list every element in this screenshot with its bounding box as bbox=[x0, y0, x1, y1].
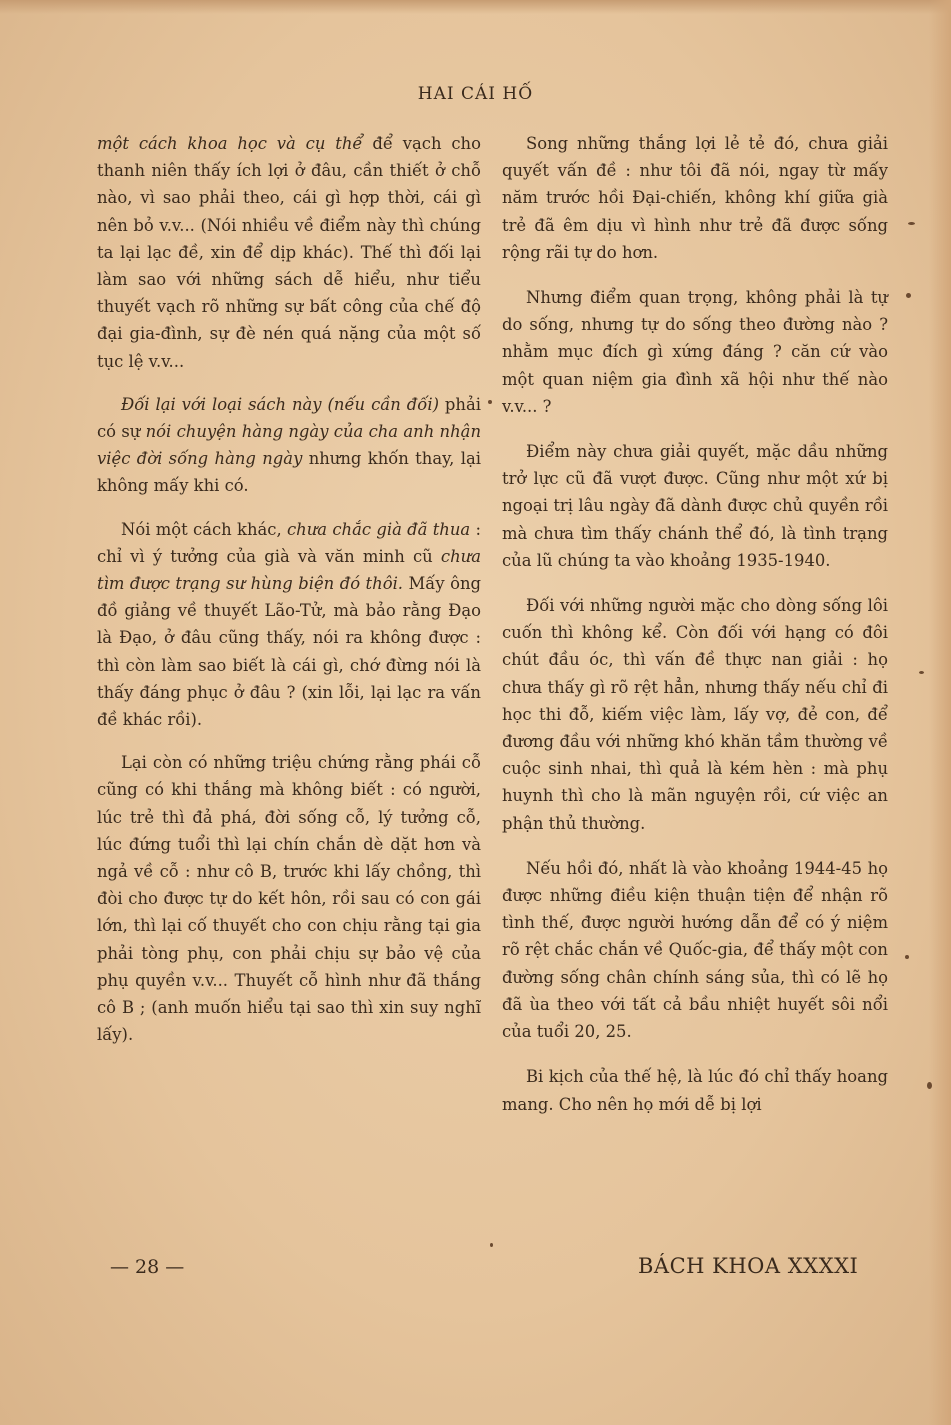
italic-phrase: một cách khoa học và cụ thể bbox=[97, 134, 363, 153]
paragraph-text: Nói một cách khác, bbox=[121, 519, 287, 539]
paragraph: Lại còn có những triệu chứng rằng phái cỗ cũng có khi thắng mà không biết : có người, lúc trẻ thì đả phá, đời sống cỗ, lý tưởng cỗ, lúc đứng tuổi thì lại chín chắn dè dặt hơn và ngả về cỗ : như cô B, trước khi lấy chồng, thì đòi cho được tự do kết hôn, rồi sau có con gái lớn, thì lại cố thuyết cho con chịu rằng tại gia phải tòng phụ, con phải chịu sự bảo vệ của phụ quyền v.v... Thuyết cỗ hình như đã thắng cô B ; (anh muốn hiểu tại sao thì xin suy nghĩ lấy). bbox=[97, 753, 481, 1045]
page-number: — 28 — bbox=[110, 1256, 185, 1278]
paragraph: Song những thắng lợi lẻ tẻ đó, chưa giải quyết vấn đề : như tôi đã nói, ngay từ mấy năm trước hồi Đại-chiến, không khí giữa già trẻ đã êm dịu vì hình như trẻ đã được sống rộng rãi tự do hơn. bbox=[502, 134, 888, 262]
left-column bbox=[97, 130, 481, 1065]
page-edge-shadow-right bbox=[929, 0, 951, 1425]
italic-phrase: nói chuyện hàng ngày của cha anh nhận việc đời sống hàng ngày bbox=[97, 422, 482, 469]
right-column bbox=[502, 130, 888, 1136]
paper-speck bbox=[927, 1082, 932, 1089]
paper-speck bbox=[908, 222, 915, 225]
italic-phrase: chưa tìm được trạng sư hùng biện đó thôi. bbox=[97, 546, 481, 594]
paper-speck bbox=[906, 293, 911, 298]
paragraph-text: nhưng khốn thay, lại không mấy khi có. bbox=[97, 449, 481, 496]
paper-speck bbox=[905, 955, 909, 959]
paragraph: Nhưng điểm quan trọng, không phải là tự do sống, nhưng tự do sống theo đường nào ? nhằm mục đích gì xứng đáng ? căn cứ vào một quan niệm gia đình xã hội như thế nào v.v... ? bbox=[502, 288, 888, 416]
paragraph bbox=[97, 516, 481, 734]
paragraph-text: : chỉ vì ý tưởng của già và văn minh cũ bbox=[97, 519, 481, 566]
paragraph-text: Mấy ông đồ giảng về thuyết Lão-Tử, mà bảo rằng Đạo là Đạo, ở đâu cũng thấy, nói ra không được : thì còn làm sao biết là cái gì, chớ đừng nói là thấy đáng phục ở đâu ? (xin lỗi, lại lạc ra vấn đề khác rồi). bbox=[97, 574, 481, 730]
paragraph: Bi kịch của thế hệ, là lúc đó chỉ thấy hoang mang. Cho nên họ mới dễ bị lợi bbox=[502, 1067, 888, 1114]
paragraph bbox=[97, 130, 481, 375]
running-header: HAI CÁI HỐ bbox=[417, 84, 534, 104]
magazine-footer: BÁCH KHOA XXXXI bbox=[638, 1254, 859, 1278]
paragraph: Đối với những người mặc cho dòng sống lôi cuốn thì không kể. Còn đối với hạng có đôi chút đầu óc, thì vấn đề thực nan giải : họ chưa thấy gì rõ rệt hẳn, nhưng thấy nếu chỉ đi học thi đỗ, kiếm việc làm, lấy vợ, đẻ con, để đương đầu với những khó khăn tầm thường về cuộc sinh nhai, thì quả là kém hèn : mà phụ huynh thì cho là mãn nguyện rồi, cứ việc an phận thủ thường. bbox=[502, 596, 888, 833]
paragraph-text: để vạch cho thanh niên thấy ích lợi ở đâu, cần thiết ở chỗ nào, vì sao phải theo, cái gì hợp thời, cái gì nên bỏ v.v... (Nói nhiều về điểm này thì chúng ta lại lạc đề, xin để dịp khác). Thế thì đối lại làm sao với những sách dễ hiểu, như tiểu thuyết vạch rõ những sự bất công của chế độ đại gia-đình, sự đè nén quá nặng của một số tục lệ v.v... bbox=[97, 134, 481, 371]
italic-phrase: chưa chắc già đã thua bbox=[286, 519, 471, 539]
page-edge-shadow-top bbox=[0, 0, 951, 14]
paragraph bbox=[97, 391, 481, 500]
paragraph: Điểm này chưa giải quyết, mặc dầu những trở lực cũ đã vượt được. Cũng như một xứ bị ngoại trị lâu ngày đã dành được chủ quyền rồi mà chưa tìm thấy chánh thể đó, là tình trạng của lũ chúng ta vào khoảng 1935-1940. bbox=[502, 442, 888, 570]
paragraph: Nếu hồi đó, nhất là vào khoảng 1944-45 họ được những điều kiện thuận tiện để nhận rõ tình thế, được người hướng dẫn để có ý niệm rõ rệt chắc chắn về Quốc-gia, để thấy một con đường sống chân chính sáng sủa, thì có lẽ họ đã ùa theo với tất cả bầu nhiệt huyết sôi nổi của tuổi 20, 25. bbox=[502, 858, 888, 1042]
paper-speck bbox=[919, 671, 924, 674]
paragraph-text: phải có sự bbox=[97, 394, 481, 442]
paper-speck bbox=[488, 400, 492, 404]
paper-speck bbox=[490, 1243, 493, 1247]
italic-phrase: Đối lại với loại sách này (nếu cần đối) bbox=[121, 394, 439, 414]
